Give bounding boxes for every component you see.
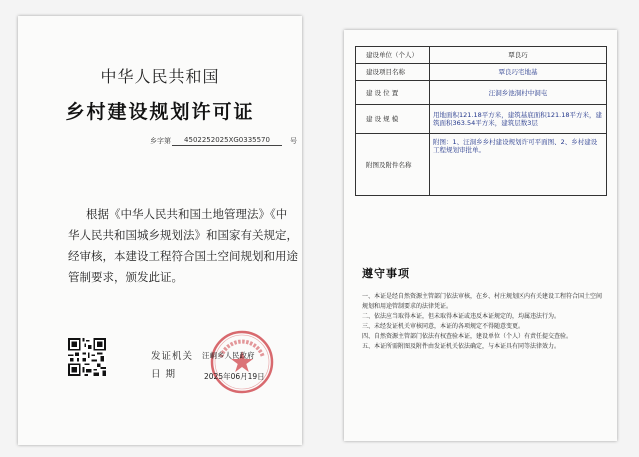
country-name: 中华人民共和国: [100, 67, 220, 86]
row-label: 建设项目名称: [356, 64, 430, 81]
body-line: 华人民共和国城乡规划法》和国家有关规定，: [68, 228, 298, 242]
official-seal-icon: [209, 329, 275, 395]
notice-item: 二、依法应当取得本证，但未取得本证或违反本证规定的，均属违法行为。: [362, 313, 561, 320]
project-info-table: [355, 46, 607, 196]
permit-title: 乡村建设规划许可证: [65, 101, 255, 123]
notice-item: 一、本证是经自然资源主管部门依法审核，在乡、村庄规划区内有关建设工程符合国土空间规划和用途管制要求的法律凭证。: [362, 293, 603, 310]
table-row: [356, 105, 607, 134]
table-row: [356, 47, 607, 64]
notice-item: 五、本证所需附图及附件由发证机关依法确定，与本证具有同等法律效力。: [362, 343, 561, 350]
body-line: 管制要求，颁发此证。: [68, 270, 183, 284]
notice-list: [362, 292, 606, 352]
table-row: [356, 81, 607, 105]
applicant-value: 覃良巧: [430, 47, 607, 64]
permit-body-text: [68, 204, 298, 288]
permit-cover-page: [18, 16, 302, 445]
row-label: 建 设 规 模: [356, 105, 430, 134]
permit-number: 4502252025XG0335570: [172, 136, 282, 146]
scale-value: 用地面积121.18平方米，建筑基底面积121.18平方米，建筑面积363.54平方米，建筑层数3层: [430, 105, 607, 134]
body-line: 根据《中华人民共和国土地管理法》《中: [86, 207, 288, 221]
permit-details-page: [344, 30, 617, 441]
attachments-value: 附图：1、汪洞乡乡村建设规划许可平面图、2、乡村建设工程规划审批单。: [430, 134, 607, 196]
row-label: 建 设 位 置: [356, 81, 430, 105]
permit-number-prefix: 乡字第: [150, 137, 171, 145]
notice-item: 三、未经发证机关审核同意，本证的各项规定不得随意变更。: [362, 323, 525, 330]
date-label: 日 期: [151, 369, 177, 380]
row-label: 建设单位（个人）: [356, 47, 430, 64]
permit-number-suffix: 号: [290, 137, 297, 145]
notice-title: 遵守事项: [362, 267, 410, 280]
issue-date: 2025年06月19日: [204, 372, 265, 381]
permit-number-row: [150, 136, 300, 148]
issuer-label: 发证机关: [151, 351, 194, 362]
qr-code-icon: [68, 338, 106, 376]
row-label: 附图及附件名称: [356, 134, 430, 196]
notice-item: 四、自然资源主管部门依法有权查验本证，建设单位（个人）有责任提交查验。: [362, 333, 573, 340]
table-row: [356, 134, 607, 196]
table-row: [356, 64, 607, 81]
project-name-value: 覃良巧宅地基: [430, 64, 607, 81]
body-line: 经审核，本建设工程符合国土空间规划和用途: [68, 249, 298, 263]
location-value: 汪洞乡池洞村中洞屯: [430, 81, 607, 105]
issuer-name: 汪峒乡人民政府: [202, 351, 255, 360]
